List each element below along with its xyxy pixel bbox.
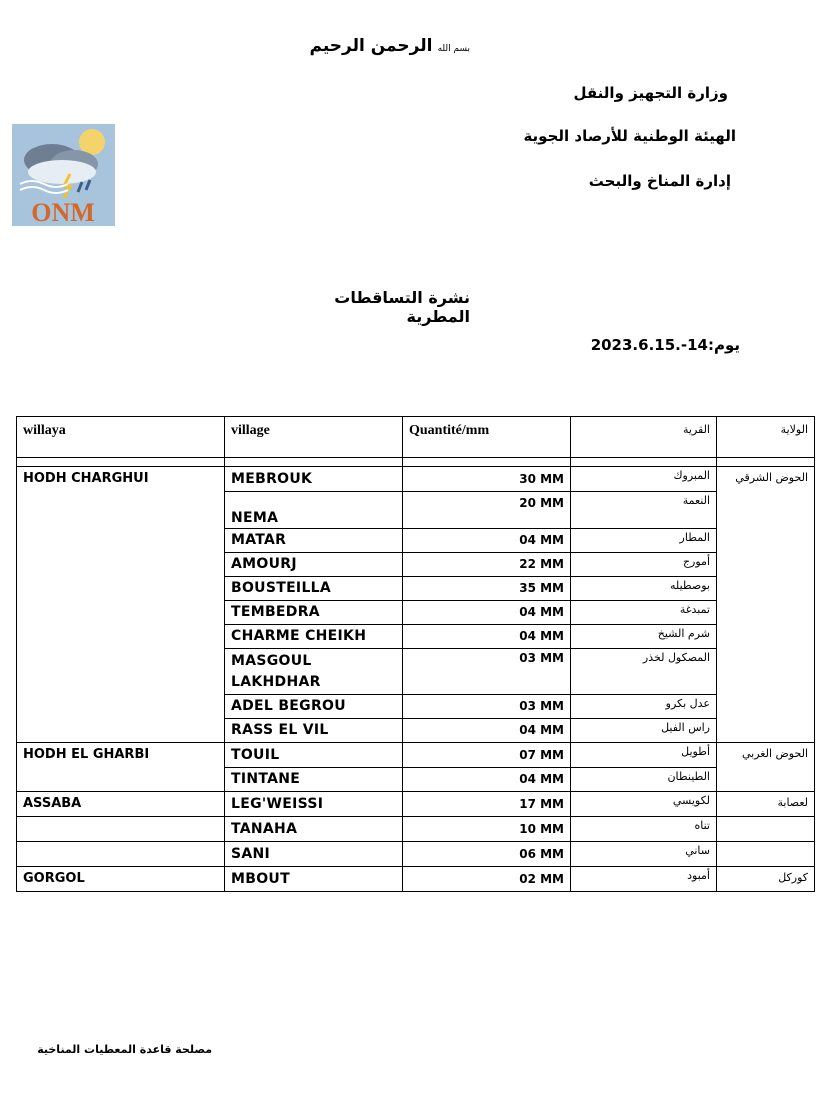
header-quantity: Quantité/mm [403, 417, 571, 458]
table-header-row [17, 417, 815, 458]
village-cell: MBOUT [225, 867, 403, 892]
quantity-cell: 30 MM [403, 467, 571, 492]
table-row [17, 743, 815, 768]
village-ar-cell: بوصطيله [571, 576, 717, 600]
quantity-cell: 04 MM [403, 767, 571, 792]
village-cell: RASS EL VIL [225, 718, 403, 743]
quantity-cell: 04 MM [403, 600, 571, 624]
quantity-cell: 04 MM [403, 718, 571, 743]
village-ar-cell: تمبدغة [571, 600, 717, 624]
header-willaya: willaya [17, 417, 225, 458]
willaya-ar-cell [717, 842, 815, 867]
willaya-ar-cell [717, 648, 815, 694]
willaya-cell: GORGOL [17, 867, 225, 892]
village-ar-cell: لكويسي [571, 792, 717, 817]
willaya-cell [17, 817, 225, 842]
table-row [17, 694, 815, 718]
village-ar-cell: المبروك [571, 467, 717, 492]
willaya-cell [17, 718, 225, 743]
village-cell: MEBROUK [225, 467, 403, 492]
willaya-cell [17, 767, 225, 792]
department-name: إدارة المناخ والبحث [588, 172, 731, 190]
willaya-ar-cell [717, 600, 815, 624]
quantity-cell: 20 MM [403, 491, 571, 528]
quantity-cell: 04 MM [403, 528, 571, 552]
village-ar-cell: أمبود [571, 867, 717, 892]
willaya-cell [17, 842, 225, 867]
ministry-name: وزارة التجهيز والنقل [573, 84, 728, 102]
village-cell: BOUSTEILLA [225, 576, 403, 600]
table-row [17, 491, 815, 528]
willaya-ar-cell [717, 552, 815, 576]
village-cell: SANI [225, 842, 403, 867]
village-ar-cell: المصكول لخذر [571, 648, 717, 694]
table-row [17, 867, 815, 892]
village-cell: TANAHA [225, 817, 403, 842]
basmala-small: بسم الله [437, 44, 470, 54]
willaya-ar-cell: الحوض الغربي [717, 743, 815, 768]
village-ar-cell: المطار [571, 528, 717, 552]
table-row [17, 624, 815, 648]
village-ar-cell: النعمة [571, 491, 717, 528]
table-row [17, 842, 815, 867]
willaya-ar-cell [717, 767, 815, 792]
weather-icon [12, 124, 115, 226]
bulletin-date: يوم:14-.2023.6.15 [590, 336, 740, 354]
willaya-ar-cell [717, 576, 815, 600]
onm-logo [12, 124, 115, 226]
village-ar-cell: ساني [571, 842, 717, 867]
village-line-1: MASGOUL [231, 652, 312, 669]
basmala-big: الرحمن الرحيم [309, 36, 433, 56]
willaya-cell [17, 600, 225, 624]
table-row [17, 648, 815, 694]
village-ar-cell: شرم الشيخ [571, 624, 717, 648]
village-ar-cell: تناه [571, 817, 717, 842]
spacer-row [17, 458, 815, 467]
header-willaya-ar: الولاية [717, 417, 815, 458]
willaya-ar-cell: لعصابة [717, 792, 815, 817]
basmala [250, 36, 470, 56]
header-village-ar: القرية [571, 417, 717, 458]
quantity-cell: 35 MM [403, 576, 571, 600]
table-row [17, 600, 815, 624]
bulletin-title: نشرة التساقطات المطرية [334, 288, 470, 326]
village-ar-cell: الطينطان [571, 767, 717, 792]
willaya-ar-cell [717, 624, 815, 648]
village-cell: LEG'WEISSI [225, 792, 403, 817]
table-row [17, 718, 815, 743]
table-row [17, 792, 815, 817]
header-village: village [225, 417, 403, 458]
rainfall-table [16, 416, 815, 892]
table-row [17, 467, 815, 492]
willaya-ar-cell: الحوض الشرقي [717, 467, 815, 492]
table-row [17, 817, 815, 842]
village-cell: NEMA [225, 491, 403, 528]
quantity-cell: 03 MM [403, 694, 571, 718]
willaya-cell [17, 624, 225, 648]
village-cell: TINTANE [225, 767, 403, 792]
willaya-ar-cell [717, 817, 815, 842]
village-cell: AMOURJ [225, 552, 403, 576]
willaya-cell: HODH CHARGHUI [17, 467, 225, 492]
willaya-cell: HODH EL GHARBI [17, 743, 225, 768]
table-row [17, 576, 815, 600]
quantity-cell: 04 MM [403, 624, 571, 648]
willaya-cell [17, 648, 225, 694]
village-cell: CHARME CHEIKH [225, 624, 403, 648]
willaya-ar-cell [717, 491, 815, 528]
quantity-cell: 17 MM [403, 792, 571, 817]
willaya-cell [17, 694, 225, 718]
willaya-cell [17, 552, 225, 576]
willaya-cell [17, 491, 225, 528]
village-ar-cell: عدل بكرو [571, 694, 717, 718]
quantity-cell: 22 MM [403, 552, 571, 576]
village-cell: ADEL BEGROU [225, 694, 403, 718]
village-ar-cell: أمورج [571, 552, 717, 576]
village-cell: TOUIL [225, 743, 403, 768]
quantity-cell: 07 MM [403, 743, 571, 768]
village-line-2: LAKHDHAR [231, 673, 321, 690]
willaya-cell: ASSABA [17, 792, 225, 817]
logo-text: ONM [31, 198, 95, 226]
willaya-ar-cell: كوركل [717, 867, 815, 892]
village-ar-cell: راس الفيل [571, 718, 717, 743]
quantity-cell: 10 MM [403, 817, 571, 842]
footer-note: مصلحة قاعدة المعطيات المناخية [37, 1043, 212, 1056]
village-cell: TEMBEDRA [225, 600, 403, 624]
willaya-ar-cell [717, 694, 815, 718]
village-cell: MATAR [225, 528, 403, 552]
village-cell [225, 648, 403, 694]
table-row [17, 767, 815, 792]
village-ar-cell: أطويل [571, 743, 717, 768]
table-row [17, 552, 815, 576]
table-row [17, 528, 815, 552]
willaya-ar-cell [717, 528, 815, 552]
willaya-cell [17, 528, 225, 552]
willaya-cell [17, 576, 225, 600]
quantity-cell: 02 MM [403, 867, 571, 892]
willaya-ar-cell [717, 718, 815, 743]
quantity-cell: 06 MM [403, 842, 571, 867]
quantity-cell: 03 MM [403, 648, 571, 694]
agency-name: الهيئة الوطنية للأرصاد الجوية [523, 127, 736, 145]
